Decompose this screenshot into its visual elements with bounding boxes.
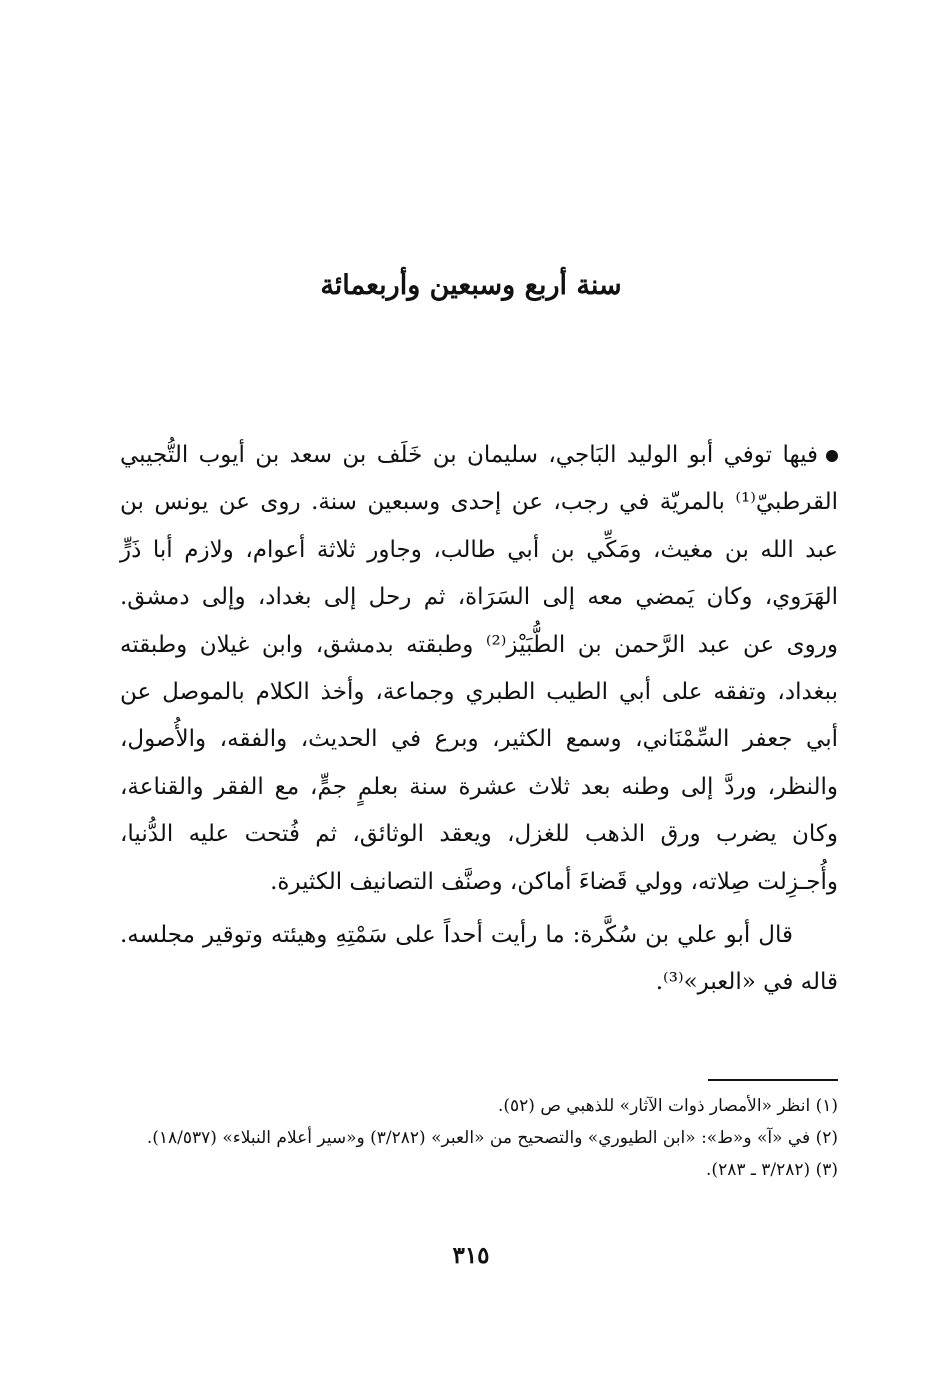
footnotes [120, 1090, 838, 1186]
page-number: ٣١٥ [452, 1242, 490, 1269]
paragraph-1-text: فيها توفي أبو الوليد البَاجي، سليمان بن خَلَف بن سعد بن أيوب التُّجيبي القرطبيّ⁽¹⁾ بالمريّة في رجب، عن إحدى وسبعين سنة. روى عن يونس بن عبد الله بن مغيث، ومَكِّي بن أبي طالب، وجاور ثلاثة أعوام، ولازم أبا ذَرٍّ الهَرَوي، وكان يَمضي معه إلى السَرَاة، ثم رحل إلى بغداد، وإلى دمشق. وروى عن عبد الرَّحمن بن الطُّبَيْز⁽²⁾ وطبقته بدمشق، وابن غيلان وطبقته ببغداد، وتفقه على أبي الطيب الطبري وجماعة، وأخذ الكلام بالموصل عن أبي جعفر السِّمْنَاني، وسمع الكثير، وبرع في الحديث، والفقه، والأُصول، والنظر، وردَّ إلى وطنه بعد ثلاث عشرة سنة بعلمٍ جمٍّ، مع الفقر والقناعة، وكان يضرب ورق الذهب للغزل، ويعقد الوثائق، ثم فُتحت عليه الدُّنيا، وأُجـزِلت صِلاته، وولي قَضاءَ أماكن، وصنَّف التصانيف الكثيرة. [120, 442, 838, 895]
footnote-separator [708, 1079, 838, 1081]
footnote-2: (٢) في «آ» و«ط»: «ابن الطيوري» والتصحيح من «العبر» (٣/٢٨٢) و«سير أعلام النبلاء» (١٨/٥٣٧). [146, 1128, 838, 1148]
bullet-icon [826, 450, 838, 462]
footnote-3: (٣) (٣/٢٨٢ ـ ٢٨٣). [706, 1160, 838, 1180]
paragraph-2: قال أبو علي بن سُكَّرة: ما رأيت أحداً على سَمْتِهِ وهيئته وتوقير مجلسه. قاله في «العبر»⁽³⁾. [120, 922, 838, 996]
page-title: سنة أربع وسبعين وأربعمائة [320, 270, 622, 301]
main-text [120, 432, 838, 1007]
footnote-1: (١) انظر «الأمصار ذوات الآثار» للذهبي ص (٥٢). [497, 1096, 838, 1116]
paragraph-1 [120, 432, 838, 906]
